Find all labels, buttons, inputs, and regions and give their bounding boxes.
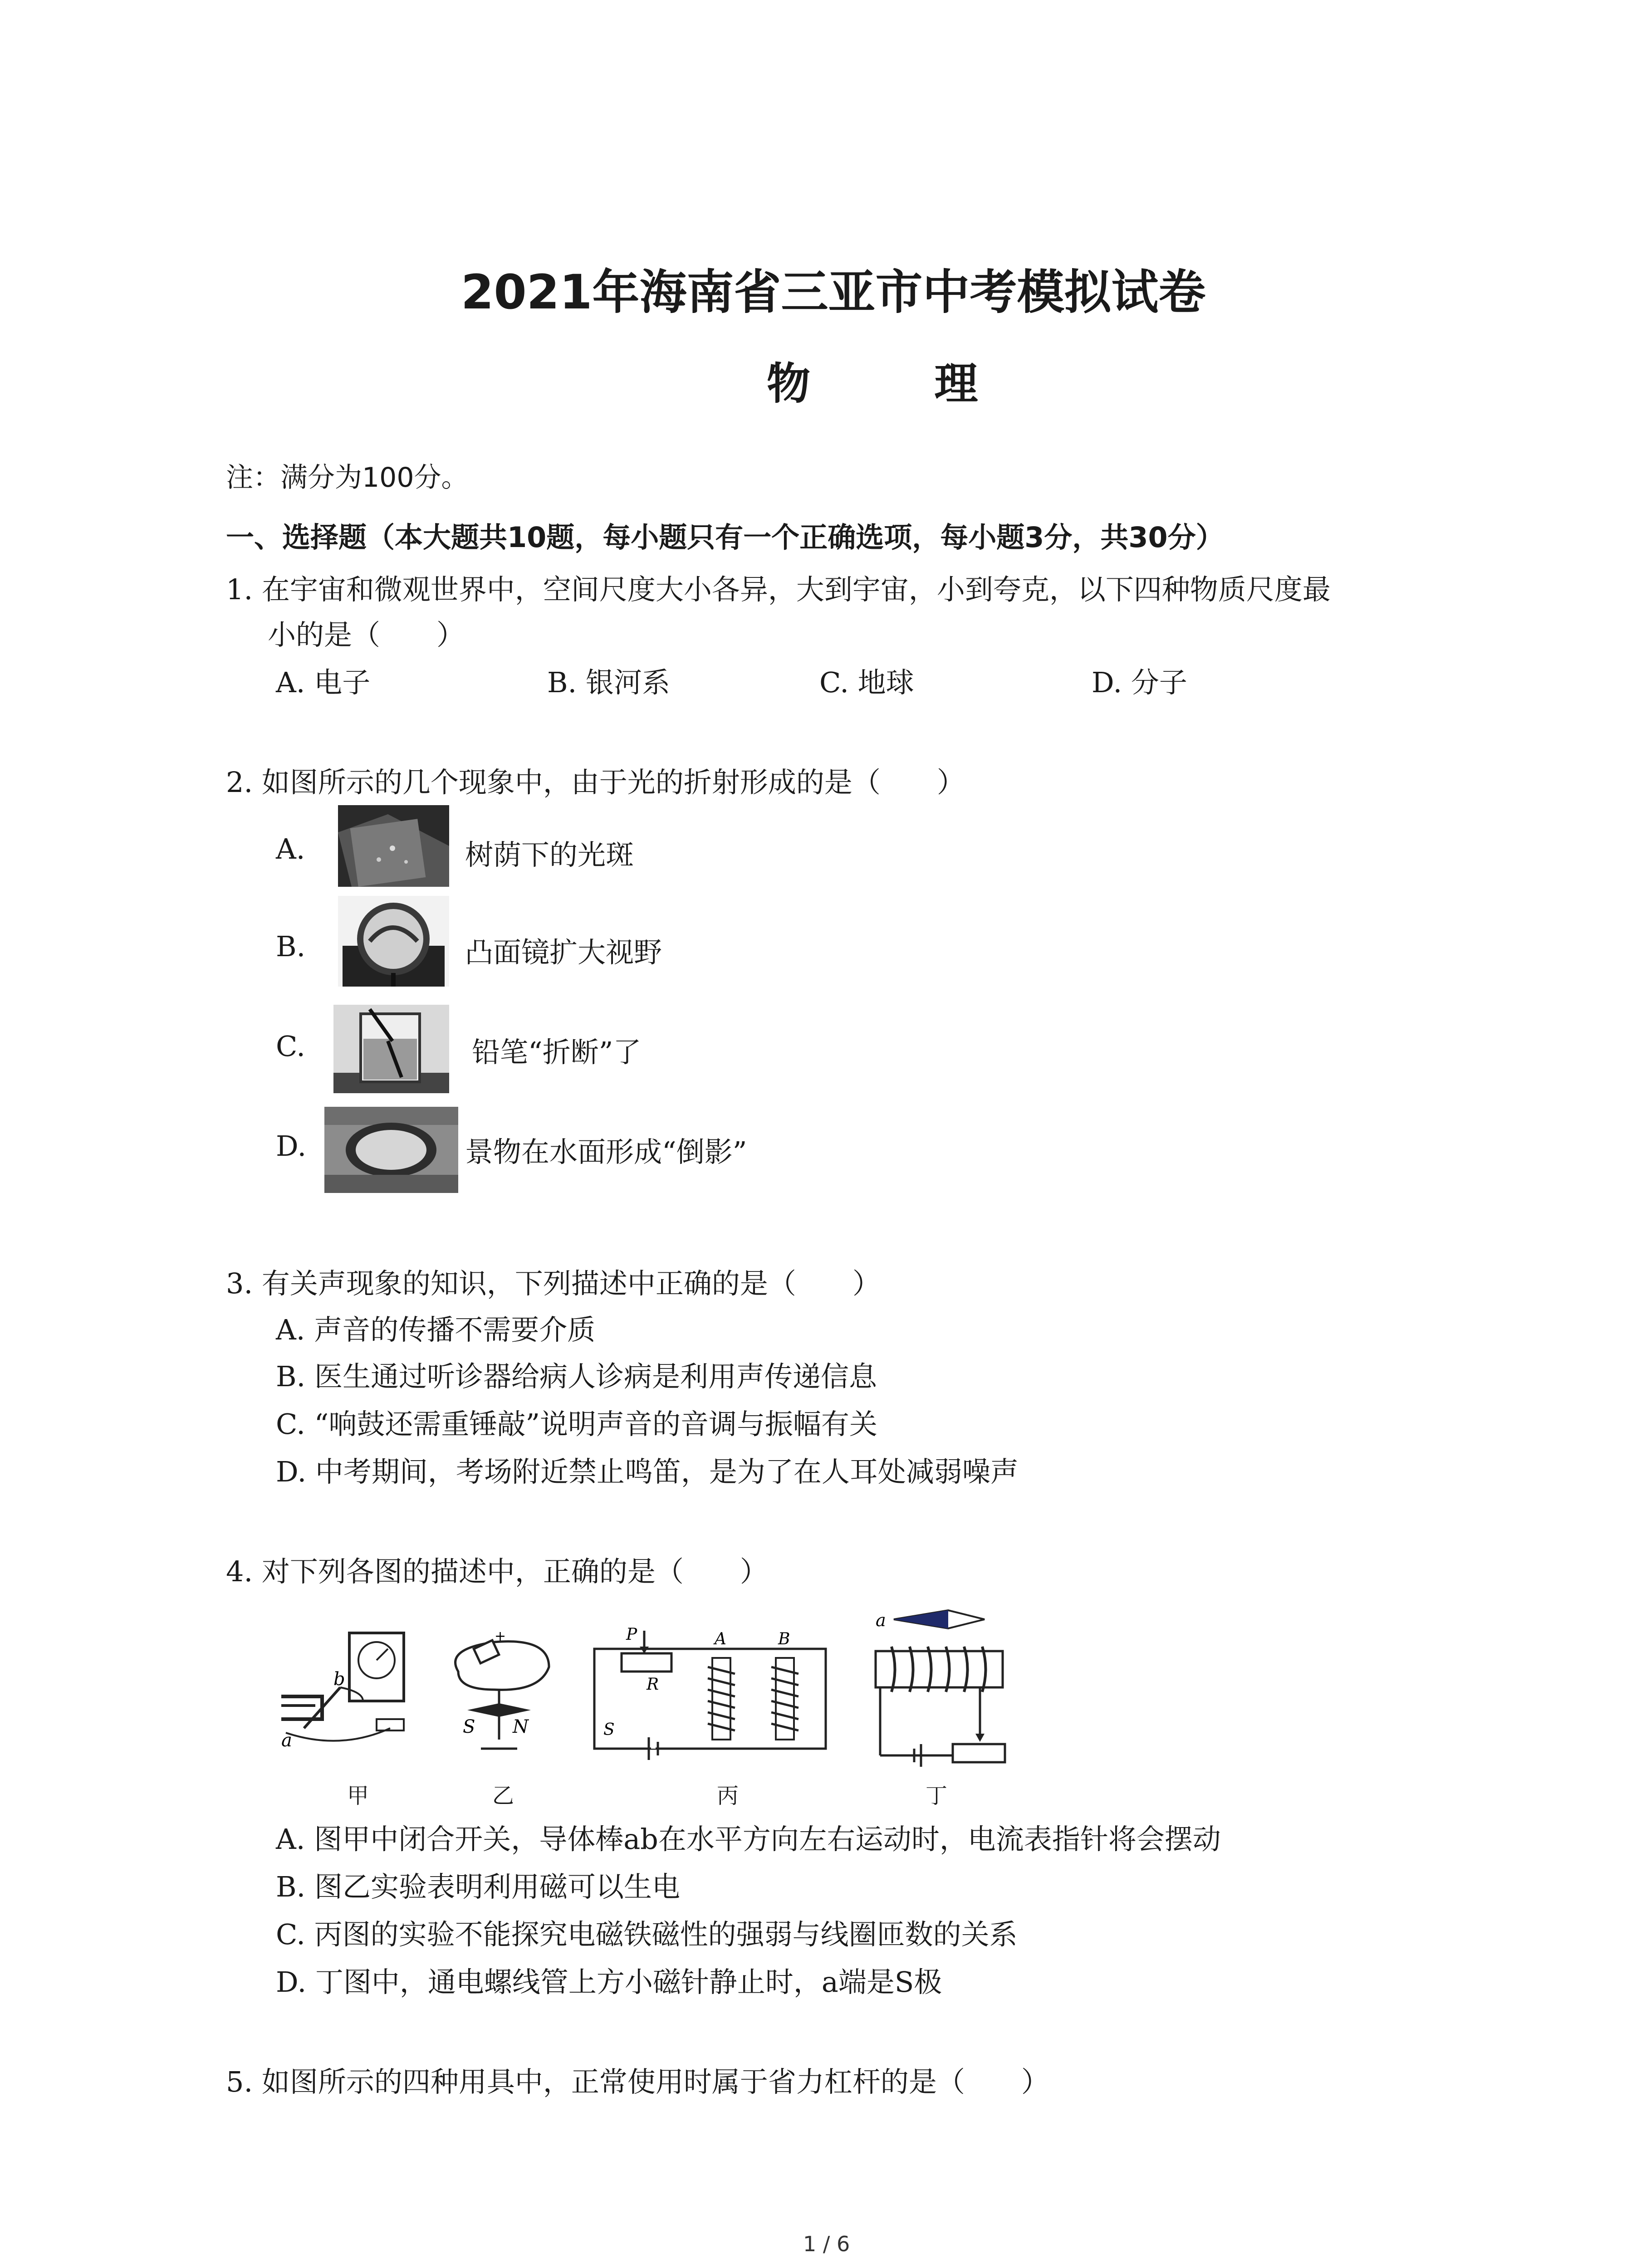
question-1-line-1: 1. 在宇宙和微观世界中，空间尺度大小各异，大到宇宙，小到夸克，以下四种物质尺度最 — [226, 573, 1331, 606]
q4-figure-jia — [272, 1624, 422, 1760]
q1-option-a: A. 电子 — [276, 666, 371, 699]
q2-option-a-letter: A. — [276, 832, 305, 865]
fig-bing-mark-p: P — [626, 1625, 637, 1644]
q3-option-a: A. 声音的传播不需要介质 — [276, 1313, 596, 1346]
q4-figure-bing — [585, 1622, 839, 1767]
fig-jia-mark-b: b — [333, 1669, 345, 1690]
q3-option-d: D. 中考期间，考场附近禁止鸣笛，是为了在人耳处减弱噪声 — [276, 1455, 1019, 1488]
q2-option-d-letter: D. — [276, 1129, 307, 1163]
q2-photo-a — [338, 805, 449, 887]
q2-option-b-letter: B. — [276, 930, 306, 963]
q2-photo-b — [338, 896, 449, 987]
fig-bing-mark-a: A — [715, 1630, 726, 1648]
q4-figure-label-jia: 甲 — [347, 1783, 369, 1809]
q2-photo-c — [333, 1005, 449, 1093]
question-2: 2. 如图所示的几个现象中，由于光的折射形成的是（ ） — [226, 766, 965, 799]
page-number: 1 / 6 — [803, 2232, 850, 2256]
fig-yi-mark-s: S — [463, 1716, 475, 1737]
q2-option-c-letter: C. — [276, 1030, 305, 1063]
q2-option-c-text: 铅笔“折断”了 — [472, 1036, 642, 1069]
q4-option-b: B. 图乙实验表明利用磁可以生电 — [276, 1870, 680, 1903]
question-4: 4. 对下列各图的描述中，正确的是（ ） — [226, 1555, 768, 1588]
fig-bing-mark-r: R — [647, 1675, 659, 1694]
q3-option-b: B. 医生通过听诊器给病人诊病是利用声传递信息 — [276, 1360, 877, 1393]
q3-option-c: C. “响鼓还需重锤敲”说明声音的音调与振幅有关 — [276, 1408, 878, 1441]
q2-option-d-text: 景物在水面形成“倒影” — [465, 1135, 747, 1168]
q4-option-a: A. 图甲中闭合开关，导体棒ab在水平方向左右运动时，电流表指针将会摆动 — [276, 1823, 1221, 1856]
q2-option-a-text: 树荫下的光斑 — [465, 838, 634, 871]
question-3: 3. 有关声现象的知识，下列描述中正确的是（ ） — [226, 1267, 881, 1300]
q4-option-d: D. 丁图中，通电螺线管上方小磁针静止时，a端是S极 — [276, 1965, 942, 1999]
svg-text:+: + — [495, 1631, 506, 1644]
section-title: 一、选择题（本大题共10题，每小题只有一个正确选项，每小题3分，共30分） — [226, 521, 1224, 554]
fig-bing-mark-s: S — [603, 1721, 615, 1739]
q4-option-c: C. 丙图的实验不能探究电磁铁磁性的强弱与线圈匝数的关系 — [276, 1918, 1018, 1951]
q1-option-c: C. 地球 — [819, 666, 914, 699]
q4-figure-label-ding: 丁 — [926, 1783, 948, 1809]
page-title: 2021年海南省三亚市中考模拟试卷 — [461, 264, 1206, 320]
q4-figure-ding — [867, 1606, 1016, 1774]
q2-option-b-text: 凸面镜扩大视野 — [465, 936, 662, 969]
score-note: 注：满分为100分。 — [226, 462, 469, 494]
question-5: 5. 如图所示的四种用具中，正常使用时属于省力杠杆的是（ ） — [226, 2065, 1049, 2098]
subject-title: 物 理 — [767, 358, 1033, 409]
q4-figure-label-bing: 丙 — [717, 1783, 739, 1809]
fig-jia-mark-a: a — [281, 1730, 292, 1751]
q4-figure-yi — [440, 1631, 558, 1762]
q2-photo-d — [324, 1107, 458, 1193]
question-1-line-2: 小的是（ ） — [268, 618, 465, 651]
fig-yi-mark-n: N — [513, 1716, 529, 1737]
q1-option-d: D. 分子 — [1092, 666, 1187, 699]
q4-figure-label-yi: 乙 — [492, 1783, 514, 1809]
q1-option-b: B. 银河系 — [547, 666, 670, 699]
fig-ding-mark-a: a — [876, 1610, 886, 1630]
fig-bing-mark-b: B — [778, 1630, 790, 1648]
